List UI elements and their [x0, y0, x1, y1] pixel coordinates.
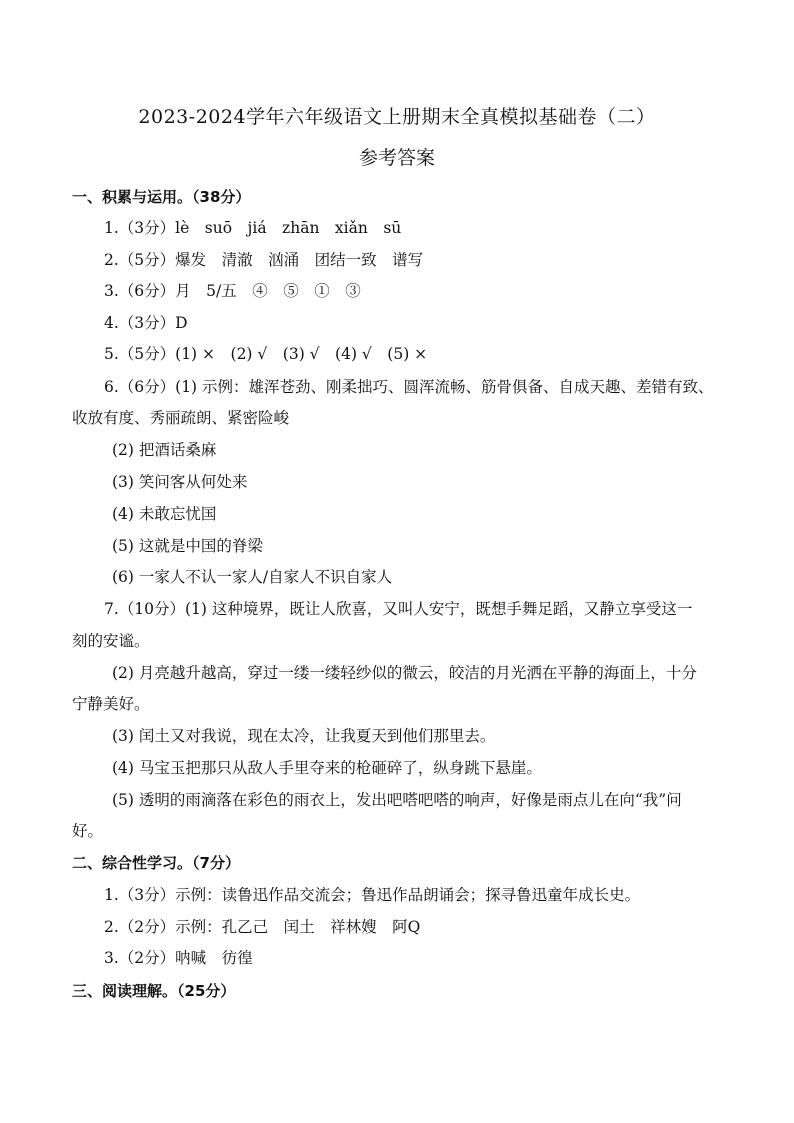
answer-line: (2) 月亮越升越高，穿过一缕一缕轻纱似的微云，皎洁的月光洒在平静的海面上，十分 [112, 664, 697, 682]
answer-line: 2.（2分）示例：孔乙己 闰土 祥林嫂 阿Q [104, 918, 421, 936]
answer-line: 7.（10分）(1) 这种境界，既让人欣喜，又叫人安宁，既想手舞足蹈，又静立享受这一 [104, 600, 693, 618]
answer-line: 4.（3分）D [104, 314, 188, 332]
answer-line: (3) 笑问客从何处来 [112, 473, 248, 491]
answer-line-continued: 刻的安谧。 [72, 632, 150, 650]
answer-line-continued: 收放有度、秀丽疏朗、紧密险峻 [72, 409, 290, 427]
page-title: 2023-2024学年六年级语文上册期末全真模拟基础卷（二） [138, 106, 656, 128]
answer-line: (4) 马宝玉把那只从敌人手里夺来的枪砸碎了，纵身跳下悬崖。 [112, 759, 542, 777]
section-heading: 二、综合性学习。（7分） [72, 854, 240, 872]
answer-line: 1.（3分）示例：读鲁迅作品交流会；鲁迅作品朗诵会；探寻鲁迅童年成长史。 [104, 886, 641, 904]
answer-line: 1.（3分）lè suō jiá zhān xiǎn sū [104, 219, 402, 237]
answer-line: (6) 一家人不认一家人/自家人不识自家人 [112, 568, 393, 586]
page-subtitle: 参考答案 [358, 147, 435, 169]
answer-line: 2.（5分）爆发 清澈 汹涌 团结一致 谱写 [104, 251, 424, 269]
answer-line: (3) 闰土又对我说，现在太冷，让我夏天到他们那里去。 [112, 727, 496, 745]
section-heading: 三、阅读理解。（25分） [72, 982, 236, 1000]
answer-line: 3.（6分）月 5/五 ④ ⑤ ① ③ [104, 282, 361, 300]
answer-line: (2) 把酒话桑麻 [112, 441, 217, 459]
answer-line-continued: 好。 [72, 822, 104, 840]
answer-line: (4) 未敢忘忧国 [112, 505, 217, 523]
section-heading: 一、积累与运用。（38分） [72, 188, 251, 206]
answer-line: (5) 透明的雨滴落在彩色的雨衣上，发出吧嗒吧嗒的响声，好像是雨点儿在向“我”问 [112, 791, 682, 809]
answer-line: (5) 这就是中国的脊梁 [112, 537, 263, 555]
answer-line-continued: 宁静美好。 [72, 695, 150, 713]
answer-line: 3.（2分）呐喊 彷徨 [104, 949, 253, 967]
answer-line: 6.（6分）(1) 示例：雄浑苍劲、刚柔拙巧、圆浑流畅、筋骨俱备、自成天趣、差错有致、 [104, 378, 714, 396]
answer-line: 5.（5分）(1) × (2) √ (3) √ (4) √ (5) × [104, 345, 428, 363]
